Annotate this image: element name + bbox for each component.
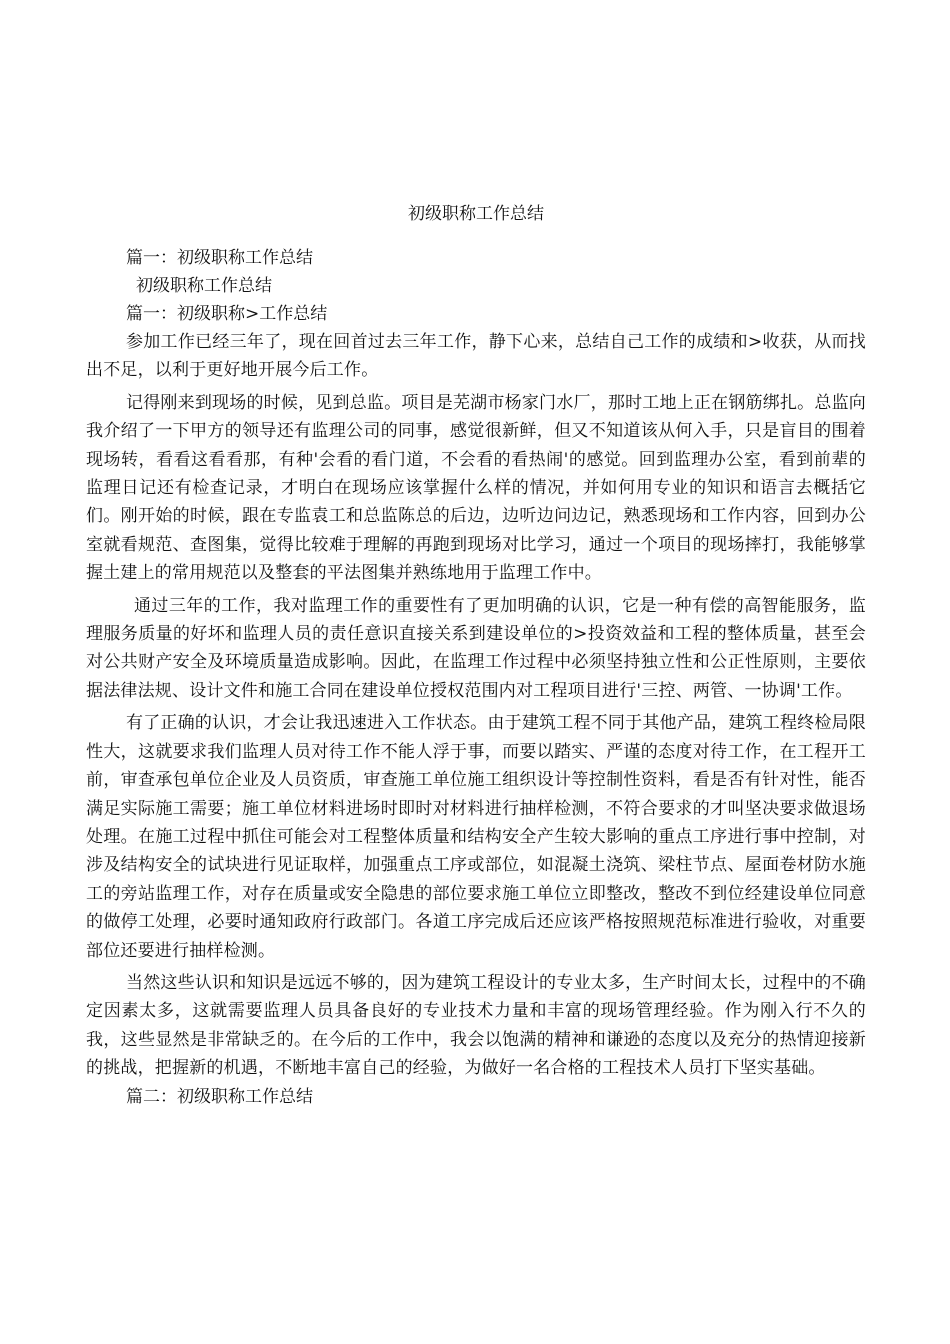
section-heading-3: 篇二：初级职称工作总结 — [126, 1086, 313, 1107]
section-heading-2: 篇一：初级职称>工作总结 — [126, 304, 328, 324]
paragraph-1: 参加工作已经三年了，现在回首过去三年工作，静下心来，总结自己工作的成绩和>收获，从而找出不足，以利于更好地开展今后工作。 — [86, 332, 866, 381]
section-subheading: 初级职称工作总结 — [136, 276, 272, 296]
paragraph-3: 通过三年的工作，我对监理工作的重要性有了更加明确的认识，它是一种有偿的高智能服务，监理服务质量的好坏和监理人员的责任意识直接关系到建设单位的>投资效益和工程的整体质量，甚至会对公共财产安全及环境质量造成影响。因此，在监理工作过程中必须坚持独立性和公正性原则，主要依据法律法规、设计文件和施工合同在建设单位授权范围内对工程项目进行'三控、两管、一协调'工作。 — [86, 595, 866, 701]
document-page — [86, 200, 866, 1111]
paragraph-5: 当然这些认识和知识是远远不够的，因为建筑工程设计的专业太多，生产时间太长，过程中的不确定因素太多，这就需要监理人员具备良好的专业技术力量和丰富的现场管理经验。作为刚入行不久的我，这些显然是非常缺乏的。在今后的工作中，我会以饱满的精神和谦逊的态度以及充分的热情迎接新的挑战，把握新的机遇，不断地丰富自己的经验，为做好一名合格的工程技术人员打下坚实基础。 — [86, 972, 866, 1079]
paragraph-2: 记得刚来到现场的时候，见到总监。项目是芜湖市杨家门水厂，那时工地上正在钢筋绑扎。总监向我介绍了一下甲方的领导还有监理公司的同事，感觉很新鲜，但又不知道该从何入手，只是盲目的围着现场转，看看这看看那，有种'会看的看门道，不会看的看热闹'的感觉。回到监理办公室，看到前辈的监理日记还有检查记录，才明白在现场应该掌握什么样的情况，并如何用专业的知识和语言去概括它们。刚开始的时候，跟在专监袁工和总监陈总的后边，边听边问边记，熟悉现场和工作内容，回到办公室就看规范、查图集，觉得比较难于理解的再跑到现场对比学习，通过一个项目的现场摔打，我能够掌握土建上的常用规范以及整套的平法图集并熟练地用于监理工作中。 — [86, 392, 866, 584]
paragraph-4: 有了正确的认识，才会让我迅速进入工作状态。由于建筑工程不同于其他产品，建筑工程终检局限性大，这就要求我们监理人员对待工作不能人浮于事，而要以踏实、严谨的态度对待工作，在工程开工前，审查承包单位企业及人员资质，审查施工单位施工组织设计等控制性资料，看是否有针对性，能否满足实际施工需要；施工单位材料进场时即时对材料进行抽样检测，不符合要求的才叫坚决要求做退场处理。在施工过程中抓住可能会对工程整体质量和结构安全产生较大影响的重点工序进行事中控制，对涉及结构安全的试块进行见证取样，加强重点工序或部位，如混凝土浇筑、梁柱节点、屋面卷材防水施工的旁站监理工作，对存在质量或安全隐患的部位要求施工单位立即整改，整改不到位经建设单位同意的做停工处理，必要时通知政府行政部门。各道工序完成后还应该严格按照规范标准进行验收，对重要部位还要进行抽样检测。 — [86, 713, 866, 961]
document-title: 初级职称工作总结 — [408, 204, 544, 224]
section-heading-1: 篇一：初级职称工作总结 — [126, 248, 313, 268]
